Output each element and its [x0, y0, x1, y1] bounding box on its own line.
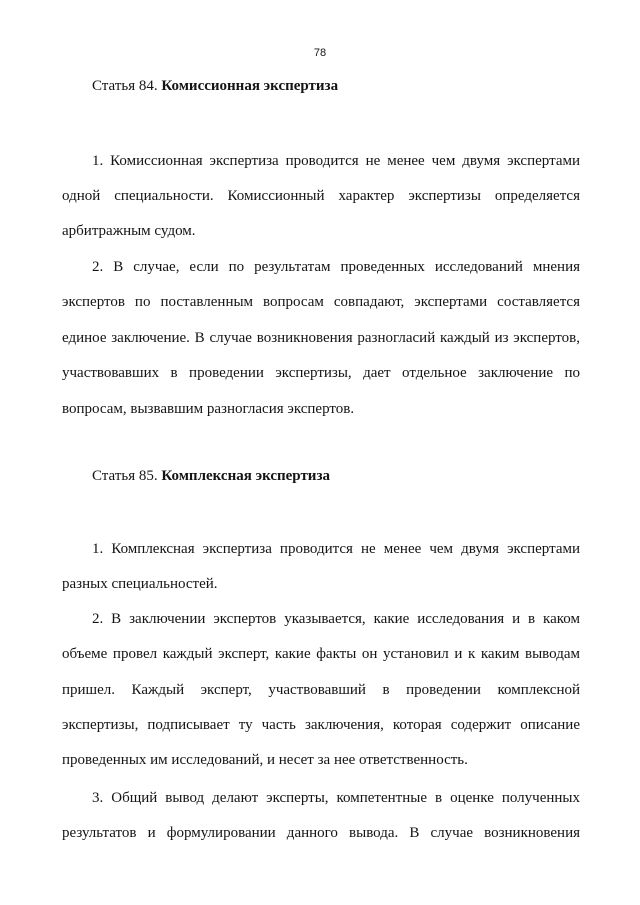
- paragraph-line: результатов и формулировании данного вывода. В случае возникновения: [62, 825, 580, 841]
- paragraph-line: проведенных им исследований, и несет за нее ответственность.: [62, 752, 468, 768]
- paragraph-line: одной специальности. Комиссионный характер экспертизы определяется: [62, 188, 580, 204]
- paragraph-line: 3. Общий вывод делают эксперты, компетентные в оценке полученных: [92, 790, 580, 806]
- paragraph-line: участвовавших в проведении экспертизы, дает отдельное заключение по: [62, 365, 580, 381]
- paragraph-line: вопросам, вызвавшим разногласия экспертов.: [62, 401, 355, 417]
- article-84-heading: [92, 78, 338, 95]
- article-85-label: Статья 85.: [92, 468, 158, 484]
- article-85-title: Комплексная экспертиза: [161, 468, 330, 484]
- paragraph-line: пришел. Каждый эксперт, участвовавший в проведении комплексной: [62, 682, 580, 698]
- paragraph-line: 1. Комплексная экспертиза проводится не менее чем двумя экспертами: [92, 541, 580, 557]
- article-84-title: Комиссионная экспертиза: [161, 78, 339, 94]
- article-84-label: Статья 84.: [92, 78, 158, 94]
- paragraph-line: 2. В заключении экспертов указывается, какие исследования и в каком: [92, 611, 580, 627]
- paragraph-line: единое заключение. В случае возникновения разногласий каждый из экспертов,: [62, 330, 580, 346]
- page-number: 78: [313, 47, 327, 59]
- paragraph-line: 2. В случае, если по результатам проведенных исследований мнения: [92, 259, 580, 275]
- article-85-heading: [92, 468, 330, 485]
- paragraph-line: 1. Комиссионная экспертиза проводится не менее чем двумя экспертами: [92, 153, 580, 169]
- paragraph-line: объеме провел каждый эксперт, какие факты он установил и к каким выводам: [62, 646, 580, 662]
- paragraph-line: экспертов по поставленным вопросам совпадают, экспертами составляется: [62, 294, 580, 310]
- paragraph-line: разных специальностей.: [62, 576, 218, 592]
- paragraph-line: экспертизы, подписывает ту часть заключения, которая содержит описание: [62, 717, 580, 733]
- paragraph-line: арбитражным судом.: [62, 223, 196, 239]
